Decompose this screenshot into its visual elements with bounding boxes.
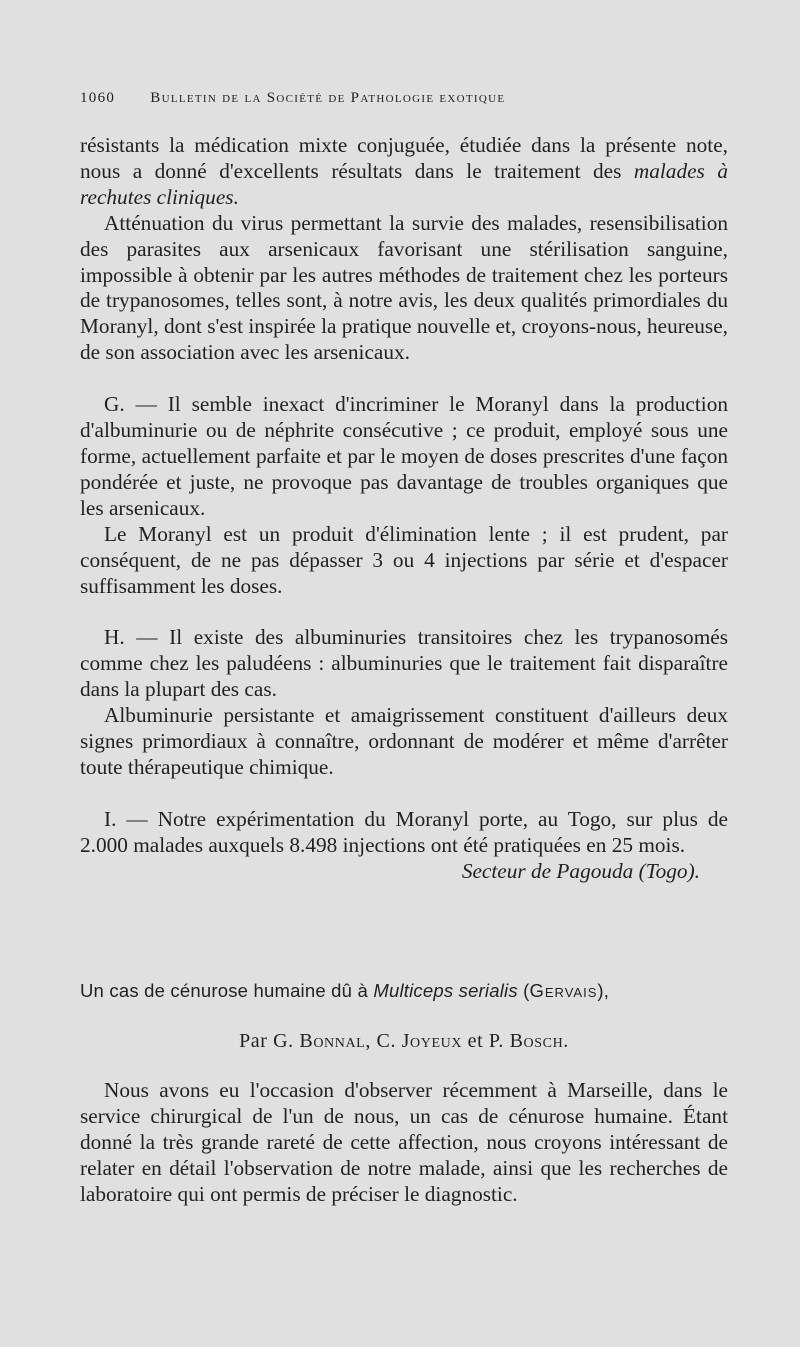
authors-text: Par G.	[239, 1030, 300, 1052]
authors-text: , C.	[365, 1030, 402, 1052]
title-text: (	[517, 980, 530, 1001]
spacer	[80, 599, 728, 625]
title-text: Un cas de cénurose humaine dû à	[80, 980, 374, 1001]
paragraph-continuation	[80, 133, 728, 211]
journal-title: Bulletin de la Société de Pathologie exotique	[150, 90, 506, 106]
spacer	[80, 366, 728, 392]
paragraph-attenuation: Atténuation du virus permettant la survie des malades, resensibilisation des parasites aux arsenicaux favorisant une stérilisation sanguine, impossible à obtenir par les autres méthodes de traitement chez les porteurs de trypanosomes, telles sont, à notre avis, les deux qualités primordiales du Moranyl, dont s'est inspirée la pratique nouvelle et, croyons-nous, heureuse, de son association avec les arsenicaux.	[80, 210, 728, 365]
title-author: Gervais	[529, 980, 598, 1001]
emphasis-text: malades à rechutes cliniques.	[80, 158, 728, 209]
running-header	[80, 90, 730, 107]
page-number: 1060	[80, 90, 116, 106]
paragraph-albuminurie: Albuminurie persistante et amaigrissement constituent d'ailleurs deux signes primordiaux à connaître, ordonnant de modérer et même d'arrêter toute thérapeutique chimique.	[80, 703, 728, 779]
sector-signature: Secteur de Pagouda (Togo).	[461, 858, 700, 883]
author-name: Bosch	[509, 1030, 564, 1052]
author-name: Bonnal	[299, 1030, 366, 1052]
paragraph-section-i: I. — Notre expérimentation du Moranyl porte, au Togo, sur plus de 2.000 malades auxquels 8.498 injections ont été pratiquées en 25 mois.	[80, 806, 728, 857]
paragraph-section-g: G. — Il semble inexact d'incriminer le Moranyl dans la production d'albuminurie ou de néphrite consécutive ; ce produit, employé sous une forme, actuellement parfaite et par le moyen de doses prescrites d'une façon pondérée et juste, ne provoque pas davantage de troubles organiques que les arsenicaux.	[80, 392, 728, 520]
author-name: Joyeux	[401, 1030, 463, 1052]
title-species: Multiceps serialis	[373, 980, 518, 1001]
spacer	[80, 781, 728, 807]
article-authors	[80, 1030, 728, 1053]
paragraph-section-h: H. — Il existe des albuminuries transitoires chez les trypanosomés comme chez les paludéens : albuminuries que le traitement fait disparaître dans la plupart des cas.	[80, 625, 728, 702]
title-text: ),	[597, 980, 610, 1001]
paragraph-text: résistants la médication mixte conjuguée, étudiée dans la présente note, nous a donné d'excellents résultats dans le traitement des	[80, 133, 728, 183]
paragraph-moranyl-elimination: Le Moranyl est un produit d'élimination lente ; il est prudent, par conséquent, de ne pas dépasser 3 ou 4 injections par série et d'espacer suffisamment les doses.	[80, 521, 728, 598]
body-text-top	[80, 133, 728, 885]
authors-text: et P.	[462, 1030, 510, 1052]
authors-text: .	[563, 1030, 569, 1052]
body-text-article	[80, 1078, 728, 1208]
article-title	[80, 980, 730, 1002]
paragraph-article-intro: Nous avons eu l'occasion d'observer récemment à Marseille, dans le service chirurgical de l'un de nous, un cas de cénurose humaine. Étant donné la très grande rareté de cette affection, nous croyons intéressant de relater en détail l'observation de notre malade, ainsi que les recherches de laboratoire qui ont permis de préciser le diagnostic.	[80, 1078, 728, 1206]
